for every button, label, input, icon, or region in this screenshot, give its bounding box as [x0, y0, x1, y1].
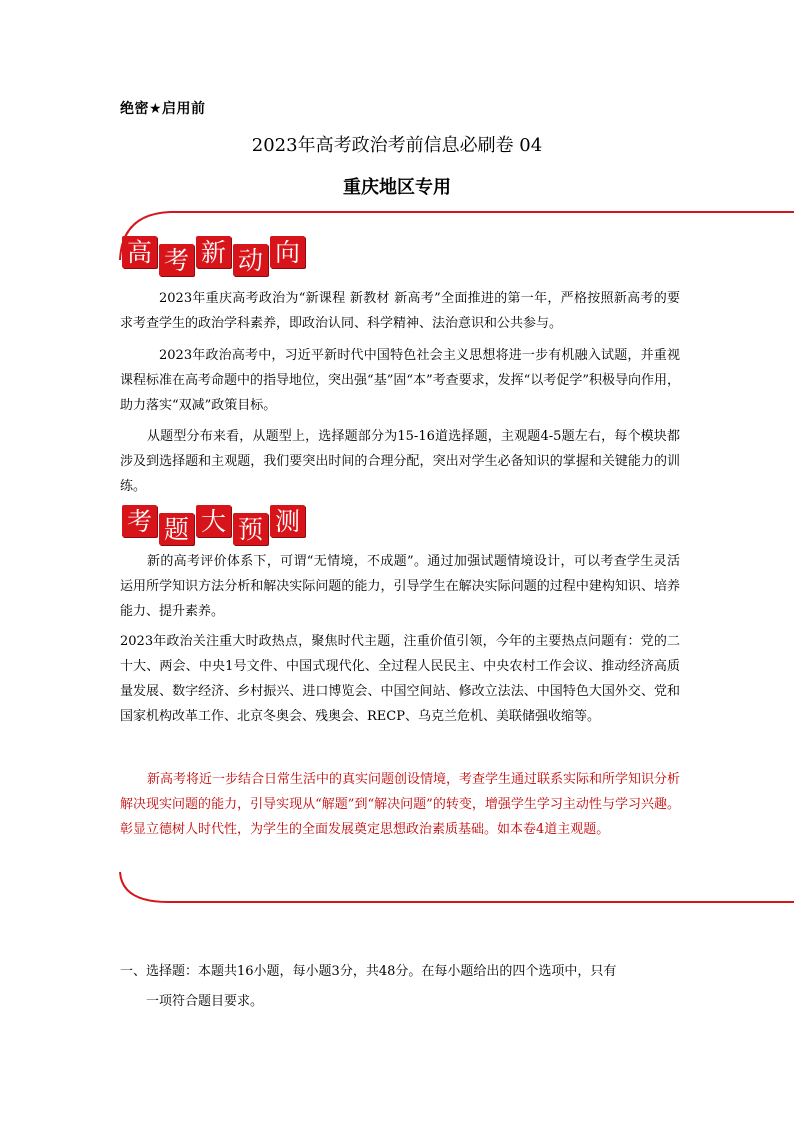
section-heading-line: 一项符合题目要求。: [146, 994, 264, 1009]
badge-exam-trend: [122, 236, 307, 276]
frame-bottom-curve: [120, 872, 794, 902]
paragraph-new-exam: 新高考将近一步结合日常生活中的真实问题创设情境，考查学生通过联系实际和所学知识分析解决现实问题的能力，引导实现从“解题”到“解决问题”的转变，增强学生学习主动性与学习兴趣。彰显立德树人时代性，为学生的全面发展奠定思想政治素质基础。如本卷4道主观题。: [120, 772, 681, 837]
page-title: 2023年高考政治考前信息必刷卷 04: [251, 135, 543, 156]
badge-char: 题: [159, 513, 194, 545]
section-heading-line: 一、选择题：本题共16小题，每小题3分，共48分。在每小题给出的四个选项中，只有: [120, 964, 617, 979]
paragraph-intro: 2023年重庆高考政治为“新课程 新教材 新高考”全面推进的第一年，严格按照新高考的要求考查学生的政治学科素养，即政治认同、科学精神、法治意识和公共参与。: [120, 291, 680, 331]
badge-exam-forecast: [122, 505, 307, 545]
badge-char: 新: [196, 236, 231, 268]
paragraph-evaluation: 新的高考评价体系下，可谓“无情境，不成题”。通过加强试题情境设计，可以考查学生灵活运用所学知识方法分析和解决实际问题的能力，引导学生在解决实际问题的过程中建构知识、培养能力、提升素养。: [120, 554, 680, 619]
paragraph-ideology: 2023年政治高考中，习近平新时代中国特色社会主义思想将进一步有机融入试题，并重视课程标准在高考命题中的指导地位，突出强“基”固“本”考查要求，发挥“以考促学”积极导向作用，助力落实“双减”政策目标。: [120, 348, 680, 413]
paragraph-question-types: 从题型分布来看，从题型上，选择题部分为15-16道选择题，主观题4-5题左右，每个模块都涉及到选择题和主观题，我们要突出时间的合理分配，突出对学生必备知识的掌握和关键能力的训练。: [120, 429, 680, 494]
badge-char: 预: [233, 513, 268, 545]
badge-char: 动: [233, 244, 268, 276]
badge-char: 考: [122, 505, 157, 537]
section-multiple-choice: [120, 957, 690, 1017]
page-subtitle: 重庆地区专用: [343, 177, 451, 198]
secret-label: 绝密★启用前: [120, 101, 206, 117]
badge-char: 考: [159, 244, 194, 276]
badge-char: 高: [122, 236, 157, 268]
badge-char: 测: [270, 505, 305, 537]
badge-char: 向: [270, 236, 305, 268]
paragraph-hot-topics: 2023年政治关注重大时政热点，聚焦时代主题，注重价值引领，今年的主要热点问题有：党的二十大、两会、中央1号文件、中国式现代化、全过程人民民主、中央农村工作会议、推动经济高质量发展、数字经济、乡村振兴、进口博览会、中国空间站、修改立法法、中国特色大国外交、党和国家机构改革工作、北京冬奥会、残奥会、RECP、乌克兰危机、美联储强收缩等。: [120, 634, 680, 724]
badge-char: 大: [196, 505, 231, 537]
